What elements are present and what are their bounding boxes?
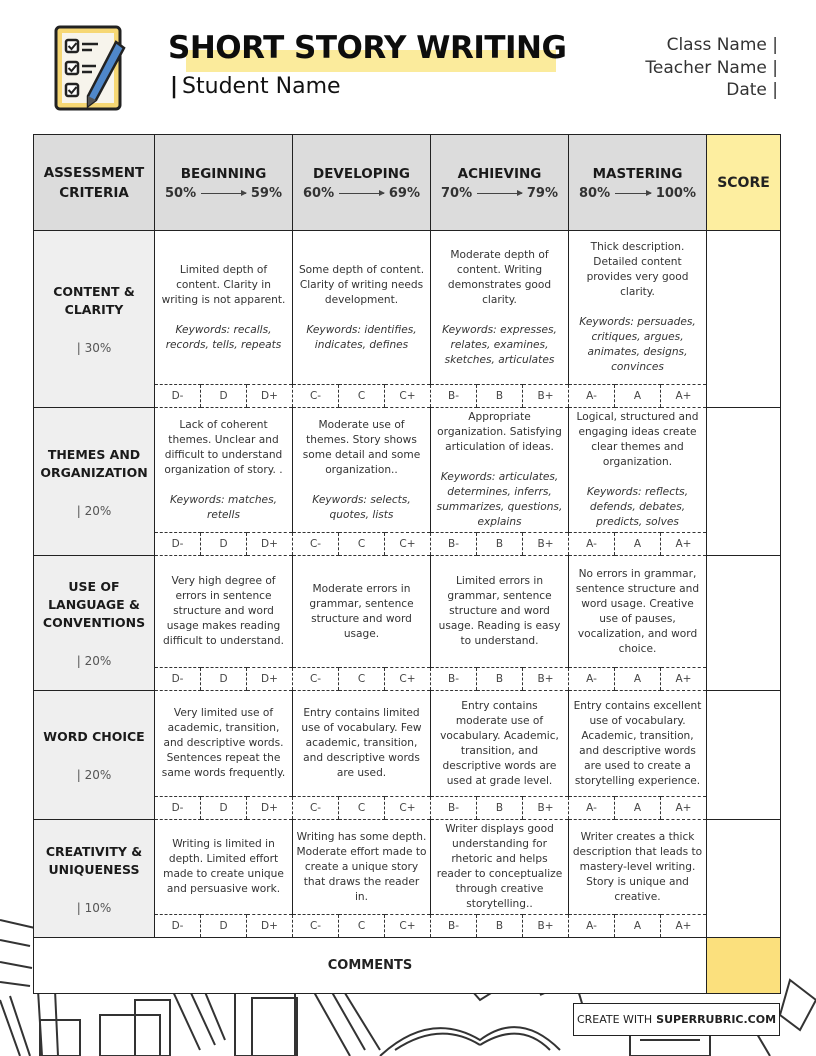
grade-option[interactable]: B- (431, 668, 477, 691)
grade-option[interactable]: A- (569, 797, 615, 820)
range-to: 79% (526, 186, 558, 201)
criteria-row (34, 691, 781, 797)
criteria-cell (34, 820, 155, 938)
range-to: 59% (250, 186, 282, 201)
descriptor-text: Moderate depth of content. Writing demonstrates good clarity. (447, 248, 552, 306)
criteria-cell (34, 408, 155, 556)
grade-option[interactable]: B+ (523, 915, 569, 938)
grade-option[interactable]: D (201, 797, 247, 820)
open-book-icon (380, 1027, 560, 1056)
class-info (645, 34, 778, 102)
grade-option[interactable]: D (201, 533, 247, 556)
criteria-name: THEMES AND ORGANIZATION (40, 446, 148, 480)
date-field[interactable]: Date | (726, 80, 778, 100)
descriptor-text: Some depth of content. Clarity of writing needs development. (298, 263, 425, 306)
descriptor-text: Entry contains moderate use of vocabulary. Academic, transition, and descriptive words are used at grade level. (440, 699, 559, 787)
criteria-name: WORD CHOICE (43, 729, 145, 744)
teacher-name-field[interactable]: Teacher Name | (645, 57, 778, 78)
descriptor-cell (431, 408, 569, 533)
descriptor-cell (569, 556, 707, 668)
grade-option[interactable]: D- (155, 668, 201, 691)
level-title: DEVELOPING (313, 166, 410, 182)
criteria-name: USE OF LANGUAGE & CONVENTIONS (42, 579, 146, 630)
checklist-pencil-icon (54, 24, 126, 112)
level-range (155, 186, 292, 201)
criteria-name: CREATIVITY & UNIQUENESS (45, 843, 143, 877)
level-range (431, 186, 568, 201)
criteria-row (34, 556, 781, 668)
descriptor-cell (431, 556, 569, 668)
descriptor-cell (155, 231, 293, 385)
descriptor-text: Writer creates a thick description that leads to mastery-level writing. Story is unique and creative. (572, 830, 703, 903)
criteria-header (34, 135, 155, 231)
descriptor-cell (569, 820, 707, 915)
descriptor-cell (293, 820, 431, 915)
grade-option[interactable]: A+ (661, 533, 707, 556)
student-name-label: Student Name (182, 74, 341, 99)
grade-option[interactable]: C+ (385, 668, 431, 691)
grade-option[interactable]: C- (293, 915, 339, 938)
criteria-row (34, 231, 781, 385)
range-to: 100% (655, 186, 696, 201)
arrow-right-icon (615, 193, 651, 194)
criteria-name: CONTENT & CLARITY (53, 284, 135, 317)
descriptor-text: Writing is limited in depth. Limited effort made to create unique and persuasive work. (163, 838, 284, 895)
descriptor-cell (569, 231, 707, 385)
descriptor-cell (569, 691, 707, 797)
descriptor-cell (293, 691, 431, 797)
descriptor-keywords: Keywords: reflects, defends, debates, predicts, solves (586, 486, 689, 528)
descriptor-text: Very limited use of academic, transition, and descriptive words. Sentences repeat the same words frequently. (161, 707, 286, 779)
range-from: 50% (165, 186, 197, 201)
arrow-right-icon (477, 193, 522, 194)
grade-option[interactable]: A (615, 668, 661, 691)
descriptor-cell (431, 691, 569, 797)
descriptor-text: No errors in grammar, sentence structure and word usage. Creative use of pauses, vocalization, and word choice. (575, 567, 700, 655)
score-input-cell[interactable] (707, 691, 781, 820)
header-row (34, 135, 781, 231)
descriptor-cell (569, 408, 707, 533)
grade-option[interactable]: C- (293, 797, 339, 820)
descriptor-cell (155, 820, 293, 915)
computer-icon (100, 1000, 170, 1056)
grade-option[interactable]: C (339, 533, 385, 556)
descriptor-keywords: Keywords: matches, retells (170, 493, 277, 521)
grade-option[interactable]: A- (569, 385, 615, 408)
criteria-header-label: ASSESSMENT CRITERIA (43, 164, 145, 201)
grade-option[interactable]: D+ (247, 533, 293, 556)
grade-option[interactable]: C (339, 915, 385, 938)
grade-option[interactable]: B- (431, 915, 477, 938)
descriptor-text: Entry contains excellent use of vocabulary. Academic, transition, and descriptive words are used to create a storytelling experience. (573, 699, 702, 787)
grade-option[interactable]: C+ (385, 533, 431, 556)
descriptor-text: Limited errors in grammar, sentence structure and word usage. Reading is easy to understand. (438, 575, 561, 647)
descriptor-cell (293, 556, 431, 668)
level-header-developing (293, 135, 431, 231)
descriptor-text: Logical, structured and engaging ideas create clear themes and organization. (576, 411, 699, 468)
level-header-beginning (155, 135, 293, 231)
grade-option[interactable]: B+ (523, 533, 569, 556)
grade-option[interactable]: C- (293, 668, 339, 691)
grade-option[interactable]: C+ (385, 915, 431, 938)
descriptor-cell (155, 556, 293, 668)
grade-option[interactable]: A (615, 797, 661, 820)
descriptor-text: Moderate use of themes. Story shows some detail and some organization.. (302, 418, 421, 476)
grade-option[interactable]: C- (293, 533, 339, 556)
grade-option[interactable]: D- (155, 533, 201, 556)
descriptor-cell (155, 408, 293, 533)
grade-option[interactable]: D (201, 385, 247, 408)
descriptor-cell (155, 691, 293, 797)
grade-option[interactable]: A (615, 385, 661, 408)
level-title: ACHIEVING (457, 166, 542, 182)
descriptor-keywords: Keywords: expresses, relates, examines, sketches, articulates (442, 323, 557, 366)
grade-option[interactable]: D+ (247, 668, 293, 691)
descriptor-keywords: Keywords: articulates, determines, inferrs, summarizes, questions, explains (436, 471, 563, 528)
descriptor-text: Very high degree of errors in sentence structure and word usage makes reading difficult to understand. (163, 575, 284, 647)
grade-option[interactable]: B (477, 385, 523, 408)
score-header: SCORE (707, 135, 781, 231)
criteria-weight: | 20% (76, 654, 112, 668)
page-header (0, 0, 816, 130)
grade-option[interactable]: C (339, 385, 385, 408)
grade-option[interactable]: D- (155, 797, 201, 820)
grade-option[interactable]: A- (569, 915, 615, 938)
grade-option[interactable]: A (615, 533, 661, 556)
grade-option[interactable]: B+ (523, 797, 569, 820)
grade-option[interactable]: A (615, 915, 661, 938)
page-title: SHORT STORY WRITING (168, 30, 567, 66)
descriptor-keywords: Keywords: recalls, records, tells, repeats (165, 323, 282, 351)
class-name-field[interactable]: Class Name | (666, 35, 778, 55)
grade-option[interactable]: A+ (661, 915, 707, 938)
grade-option[interactable]: A+ (661, 797, 707, 820)
criteria-row (34, 820, 781, 915)
grade-option[interactable]: D+ (247, 915, 293, 938)
grade-option[interactable]: B+ (523, 668, 569, 691)
grade-option[interactable]: B (477, 915, 523, 938)
grade-option[interactable]: A- (569, 668, 615, 691)
score-input-cell[interactable] (707, 820, 781, 938)
descriptor-cell (431, 820, 569, 915)
criteria-row (34, 408, 781, 533)
criteria-weight: | 20% (76, 503, 112, 518)
grade-option[interactable]: B- (431, 533, 477, 556)
grade-option[interactable]: D (201, 915, 247, 938)
range-from: 60% (303, 186, 335, 201)
grade-option[interactable]: D- (155, 385, 201, 408)
criteria-weight: | 10% (76, 900, 112, 915)
criteria-weight: | 30% (76, 341, 112, 355)
criteria-cell (34, 556, 155, 691)
grade-option[interactable]: D+ (247, 385, 293, 408)
descriptor-text: Moderate errors in grammar, sentence structure and word usage. (309, 582, 414, 640)
level-range (569, 186, 706, 201)
student-name-field[interactable] (170, 74, 341, 99)
grade-option[interactable]: A+ (661, 668, 707, 691)
comments-row (34, 938, 781, 994)
grade-option[interactable]: B (477, 533, 523, 556)
arrow-right-icon (339, 193, 384, 194)
criteria-cell (34, 691, 155, 820)
grade-option[interactable]: D+ (247, 797, 293, 820)
range-from: 70% (441, 186, 473, 201)
grade-option[interactable]: B (477, 668, 523, 691)
level-header-achieving (431, 135, 569, 231)
grade-option[interactable]: D (201, 668, 247, 691)
score-input-cell[interactable] (707, 556, 781, 691)
descriptor-cell (431, 231, 569, 385)
level-range (293, 186, 430, 201)
descriptor-cell (293, 408, 431, 533)
grade-option[interactable]: C (339, 797, 385, 820)
descriptor-keywords: Keywords: selects, quotes, lists (312, 493, 411, 521)
arrow-right-icon (201, 193, 246, 194)
level-title: BEGINNING (180, 166, 267, 182)
credit-prefix: CREATE WITH (576, 1013, 653, 1026)
grade-option[interactable]: B (477, 797, 523, 820)
grade-option[interactable]: B- (431, 385, 477, 408)
score-input-cell[interactable] (707, 231, 781, 408)
grade-option[interactable]: B- (431, 797, 477, 820)
grade-option[interactable]: A+ (661, 385, 707, 408)
grade-option[interactable]: A- (569, 533, 615, 556)
grade-option[interactable]: B+ (523, 385, 569, 408)
criteria-weight: | 20% (76, 768, 112, 782)
descriptor-keywords: Keywords: identifies, indicates, defines (306, 323, 417, 351)
descriptor-text: Thick description. Detailed content provides very good clarity. (586, 241, 689, 298)
range-from: 80% (579, 186, 611, 201)
range-to: 69% (388, 186, 420, 201)
descriptor-keywords: Keywords: persuades, critiques, argues, animates, designs, convinces (579, 316, 696, 373)
total-score-cell[interactable] (707, 938, 781, 994)
rubric-table (33, 134, 781, 994)
level-header-mastering (569, 135, 707, 231)
score-input-cell[interactable] (707, 408, 781, 556)
grade-option[interactable]: C+ (385, 797, 431, 820)
level-title: MASTERING (592, 166, 683, 182)
grade-option[interactable]: C- (293, 385, 339, 408)
grade-option[interactable]: D- (155, 915, 201, 938)
comments-field[interactable]: COMMENTS (34, 938, 707, 994)
descriptor-text: Limited depth of content. Clarity in writing is not apparent. (161, 263, 286, 306)
credit-brand: SUPERRUBRIC.COM (656, 1013, 777, 1026)
descriptor-text: Lack of coherent themes. Unclear and difficult to understand organization of story. . (164, 418, 283, 476)
criteria-cell (34, 231, 155, 408)
credit-badge[interactable] (573, 1003, 780, 1036)
descriptor-text: Writer displays good understanding for rhetoric and helps reader to conceptualize through creative storytelling.. (436, 823, 563, 910)
grade-option[interactable]: C+ (385, 385, 431, 408)
descriptor-text: Writing has some depth. Moderate effort made to create a unique story that draws the reader in. (296, 830, 427, 903)
descriptor-text: Entry contains limited use of vocabulary. Few academic, transition, and descriptive words are used. (301, 707, 422, 779)
descriptor-cell (293, 231, 431, 385)
grade-option[interactable]: C (339, 668, 385, 691)
student-name-bar: | (170, 74, 179, 99)
descriptor-text: Appropriate organization. Satisfying articulation of ideas. (437, 411, 562, 453)
